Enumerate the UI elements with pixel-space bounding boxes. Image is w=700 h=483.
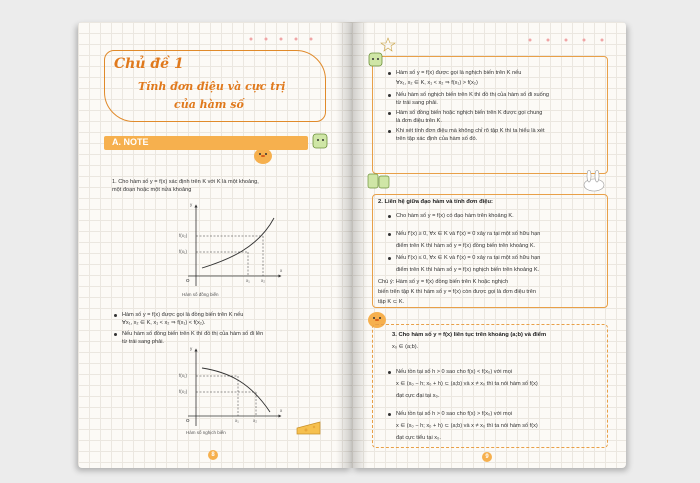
s3-bullet2-line3: đạt cực tiểu tại x₀.: [396, 435, 441, 441]
section3-line1: 3. Cho hàm số y = f(x) liên tục trên khoảng (a;b) và điểm: [392, 332, 547, 338]
r-bullet2-line2: từ trái sang phải.: [396, 100, 438, 106]
chapter-title-line2: của hàm số: [174, 98, 244, 111]
r-bullet1-line2: ∀x₁, x₂ ∈ K, x₁ < x₂ ⇒ f(x₁) > f(x₂): [396, 80, 478, 86]
graph1-x2-label: x₂: [261, 278, 265, 283]
s2-bullet1: Cho hàm số y = f(x) có đạo hàm trên khoảng K.: [396, 213, 514, 219]
cheese-icon: [294, 412, 324, 440]
bullet-dot: [388, 130, 391, 133]
graph2-fx1-label: f(x₁): [179, 373, 188, 378]
graph1-origin-label: O: [186, 278, 190, 283]
r-bullet1-line1: Hàm số y = f(x) được gọi là nghịch biến trên K nếu: [396, 70, 522, 76]
graph2-fx2-label: f(x₂): [179, 389, 188, 394]
graph2-x2-label: x₂: [253, 418, 257, 423]
bullet-dot: [388, 215, 391, 218]
s2-note-line2: biến trên tập K thì hàm số y = f(x) còn được gọi là đơn điệu trên: [378, 289, 536, 295]
s3-bullet1-line1: Nếu tồn tại số h > 0 sao cho f(x) < f(x₀) với mọi: [396, 369, 513, 375]
bullet1-line1: Hàm số y = f(x) được gọi là đồng biến trên K nếu: [122, 312, 244, 318]
sticker-icon: [366, 170, 392, 194]
section2-title: 2. Liên hệ giữa đạo hàm và tính đơn điệu:: [378, 199, 493, 205]
graph2-caption: Hàm số nghịch biến: [186, 430, 226, 435]
graph1-y-label: y: [190, 202, 193, 207]
note-label: A. NOTE: [112, 137, 149, 147]
s2-bullet3-line1: Nếu f'(x) ≤ 0, ∀x ∈ K và f'(x) = 0 xảy ra tại một số hữu hạn: [396, 255, 541, 261]
right-page: [352, 22, 626, 468]
r-bullet3-line1: Hàm số đồng biến hoặc nghịch biến trên K được gọi chung: [396, 110, 543, 116]
bullet-dot: [114, 333, 117, 336]
section3-line2: x₀ ∈ (a;b).: [392, 344, 419, 350]
r-bullet2-line1: Nếu hàm số nghịch biến trên K thì đồ thị của hàm số đi xuống: [396, 92, 549, 98]
s3-bullet1-line3: đạt cực đại tại x₀.: [396, 393, 440, 399]
open-book: [78, 22, 626, 468]
graph1-fx1-label: f(x₁): [179, 249, 188, 254]
bullet2-line2: từ trái sang phải.: [122, 339, 164, 345]
left-page: [78, 22, 352, 468]
graph2-x1-label: x₁: [235, 418, 239, 423]
decreasing-graph: [178, 346, 288, 434]
page-number-right: 9: [482, 452, 492, 462]
bullet-dot: [388, 72, 391, 75]
s3-bullet1-line2: x ∈ (x₀ − h; x₀ + h) ⊂ (a;b) và x ≠ x₀ thì ta nói hàm số f(x): [396, 381, 538, 387]
graph1-x-label: x: [280, 268, 283, 273]
hearts-decoration: [380, 34, 620, 54]
bunny-icon: [576, 170, 612, 192]
item1-line1: 1. Cho hàm số y = f(x) xác định trên K với K là một khoảng,: [112, 179, 259, 185]
chapter-title-line1: Tính đơn điệu và cực trị: [138, 80, 286, 93]
item1-line2: một đoạn hoặc một nửa khoảng: [112, 187, 192, 193]
bullet-dot: [114, 314, 117, 317]
hearts-decoration: [246, 34, 326, 44]
bullet2-line1: Nếu hàm số đồng biến trên K thì đồ thị của hàm số đi lên: [122, 331, 264, 337]
graph2-x-label: x: [280, 408, 283, 413]
chick-icon: [254, 148, 272, 164]
chapter-label: Chủ đề 1: [114, 56, 184, 72]
bullet-dot: [388, 112, 391, 115]
graph2-origin-label: O: [186, 418, 190, 423]
s2-note-line1: Chú ý: Hàm số y = f(x) đồng biến trên K hoặc nghịch: [378, 279, 509, 285]
bullet1-line2: ∀x₁, x₂ ∈ K, x₁ < x₂ ⇒ f(x₁) < f(x₂).: [122, 320, 206, 326]
s2-bullet3-line2: điểm trên K thì hàm số y = f(x) nghịch biến trên khoảng K.: [396, 267, 540, 273]
bullet-dot: [388, 371, 391, 374]
bullet-dot: [388, 94, 391, 97]
sticker-icon: [310, 130, 332, 152]
increasing-graph: [178, 200, 288, 298]
s2-bullet2-line1: Nếu f'(x) ≥ 0, ∀x ∈ K và f'(x) = 0 xảy ra tại một số hữu hạn: [396, 231, 541, 237]
r-bullet4-line2: trên tập xác định của hàm số đó.: [396, 136, 478, 142]
graph1-fx2-label: f(x₂): [179, 233, 188, 238]
r-bullet3-line2: là đơn điệu trên K.: [396, 118, 442, 124]
bullet-dot: [388, 233, 391, 236]
bullet-dot: [388, 413, 391, 416]
sticker-icon: [366, 50, 386, 70]
graph1-caption: Hàm số đồng biến: [182, 292, 219, 297]
s2-note-line3: tập K ⊂ K.: [378, 299, 405, 305]
graph2-y-label: y: [190, 346, 193, 351]
graph1-x1-label: x₁: [246, 278, 250, 283]
s3-bullet2-line1: Nếu tồn tại số h > 0 sao cho f(x) > f(x₀) với mọi: [396, 411, 513, 417]
s2-bullet2-line2: điểm trên K thì hàm số y = f(x) đồng biến trên khoảng K.: [396, 243, 536, 249]
page-number-left: 8: [208, 450, 218, 460]
s3-bullet2-line2: x ∈ (x₀ − h; x₀ + h) ⊂ (a;b) và x ≠ x₀ thì ta nói hàm số f(x): [396, 423, 538, 429]
bullet-dot: [388, 257, 391, 260]
r-bullet4-line1: Khi xét tính đơn điệu mà không chỉ rõ tập K thì ta hiểu là xét: [396, 128, 545, 134]
